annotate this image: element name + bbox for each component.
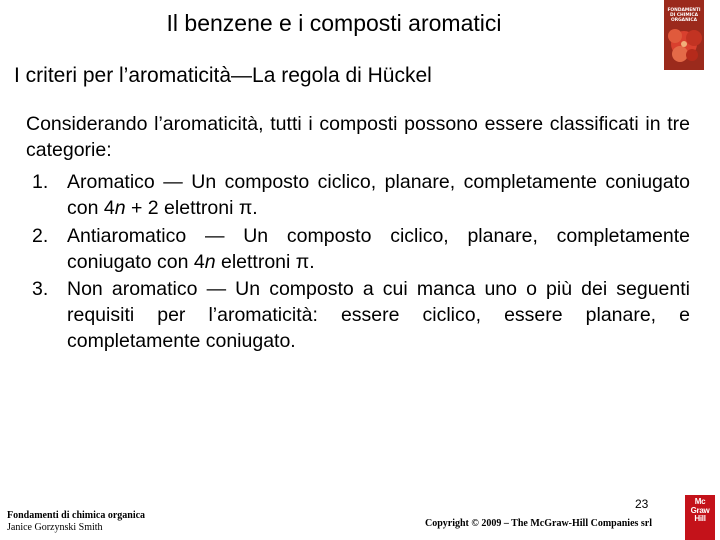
copyright-notice: Copyright © 2009 – The McGraw-Hill Companies srl <box>425 518 653 529</box>
page-number: 23 <box>635 497 649 511</box>
logo-line: Hill <box>694 514 706 523</box>
slide-title: Il benzene e i composti aromatici <box>166 10 502 36</box>
book-cover-image <box>664 0 704 70</box>
slide-body <box>26 111 690 354</box>
list-item <box>26 276 690 354</box>
variable-n: n <box>114 197 126 220</box>
list-item-text <box>67 223 690 275</box>
list-item <box>26 169 690 221</box>
slide-subtitle: I criteri per l’aromaticità—La regola di Hückel <box>14 64 432 87</box>
list-item <box>26 223 690 275</box>
list-item-number: 3. <box>32 277 49 300</box>
logo-line: Mc <box>694 497 706 506</box>
item-text-part: + 2 elettroni π. <box>125 197 258 220</box>
footer-author: Janice Gorzynski Smith <box>7 522 103 533</box>
list-item-text <box>67 169 690 221</box>
footer-book-info <box>7 510 145 534</box>
cover-title-line: DI CHIMICA <box>670 13 698 18</box>
intro-paragraph: Considerando l’aromaticità, tutti i composti possono essere classificati in tre categorie: <box>26 113 690 162</box>
list-item-number: 2. <box>32 224 49 247</box>
cover-title-line: FONDAMENTI <box>667 8 701 13</box>
category-list <box>26 169 690 354</box>
list-item-text: Non aromatico — Un composto a cui manca uno o più dei seguenti requisiti per l’aromaticità: essere ciclico, essere planare, e completamente coniugato. <box>67 277 690 352</box>
variable-n: n <box>204 250 216 273</box>
item-text-part: Antiaromatico — Un composto ciclico, planare, completamente coniugato con 4 <box>67 224 690 273</box>
item-text-part: Aromatico — Un composto ciclico, planare, completamente coniugato con 4 <box>67 171 690 220</box>
list-item-number: 1. <box>32 171 49 194</box>
logo-line: Graw <box>690 505 710 515</box>
book-cover-title <box>664 8 704 23</box>
cover-title-line: ORGANICA <box>670 18 698 23</box>
footer-book-title: Fondamenti di chimica organica <box>7 510 146 521</box>
mcgraw-hill-logo <box>685 495 715 540</box>
item-text-part: elettroni π. <box>215 250 315 273</box>
